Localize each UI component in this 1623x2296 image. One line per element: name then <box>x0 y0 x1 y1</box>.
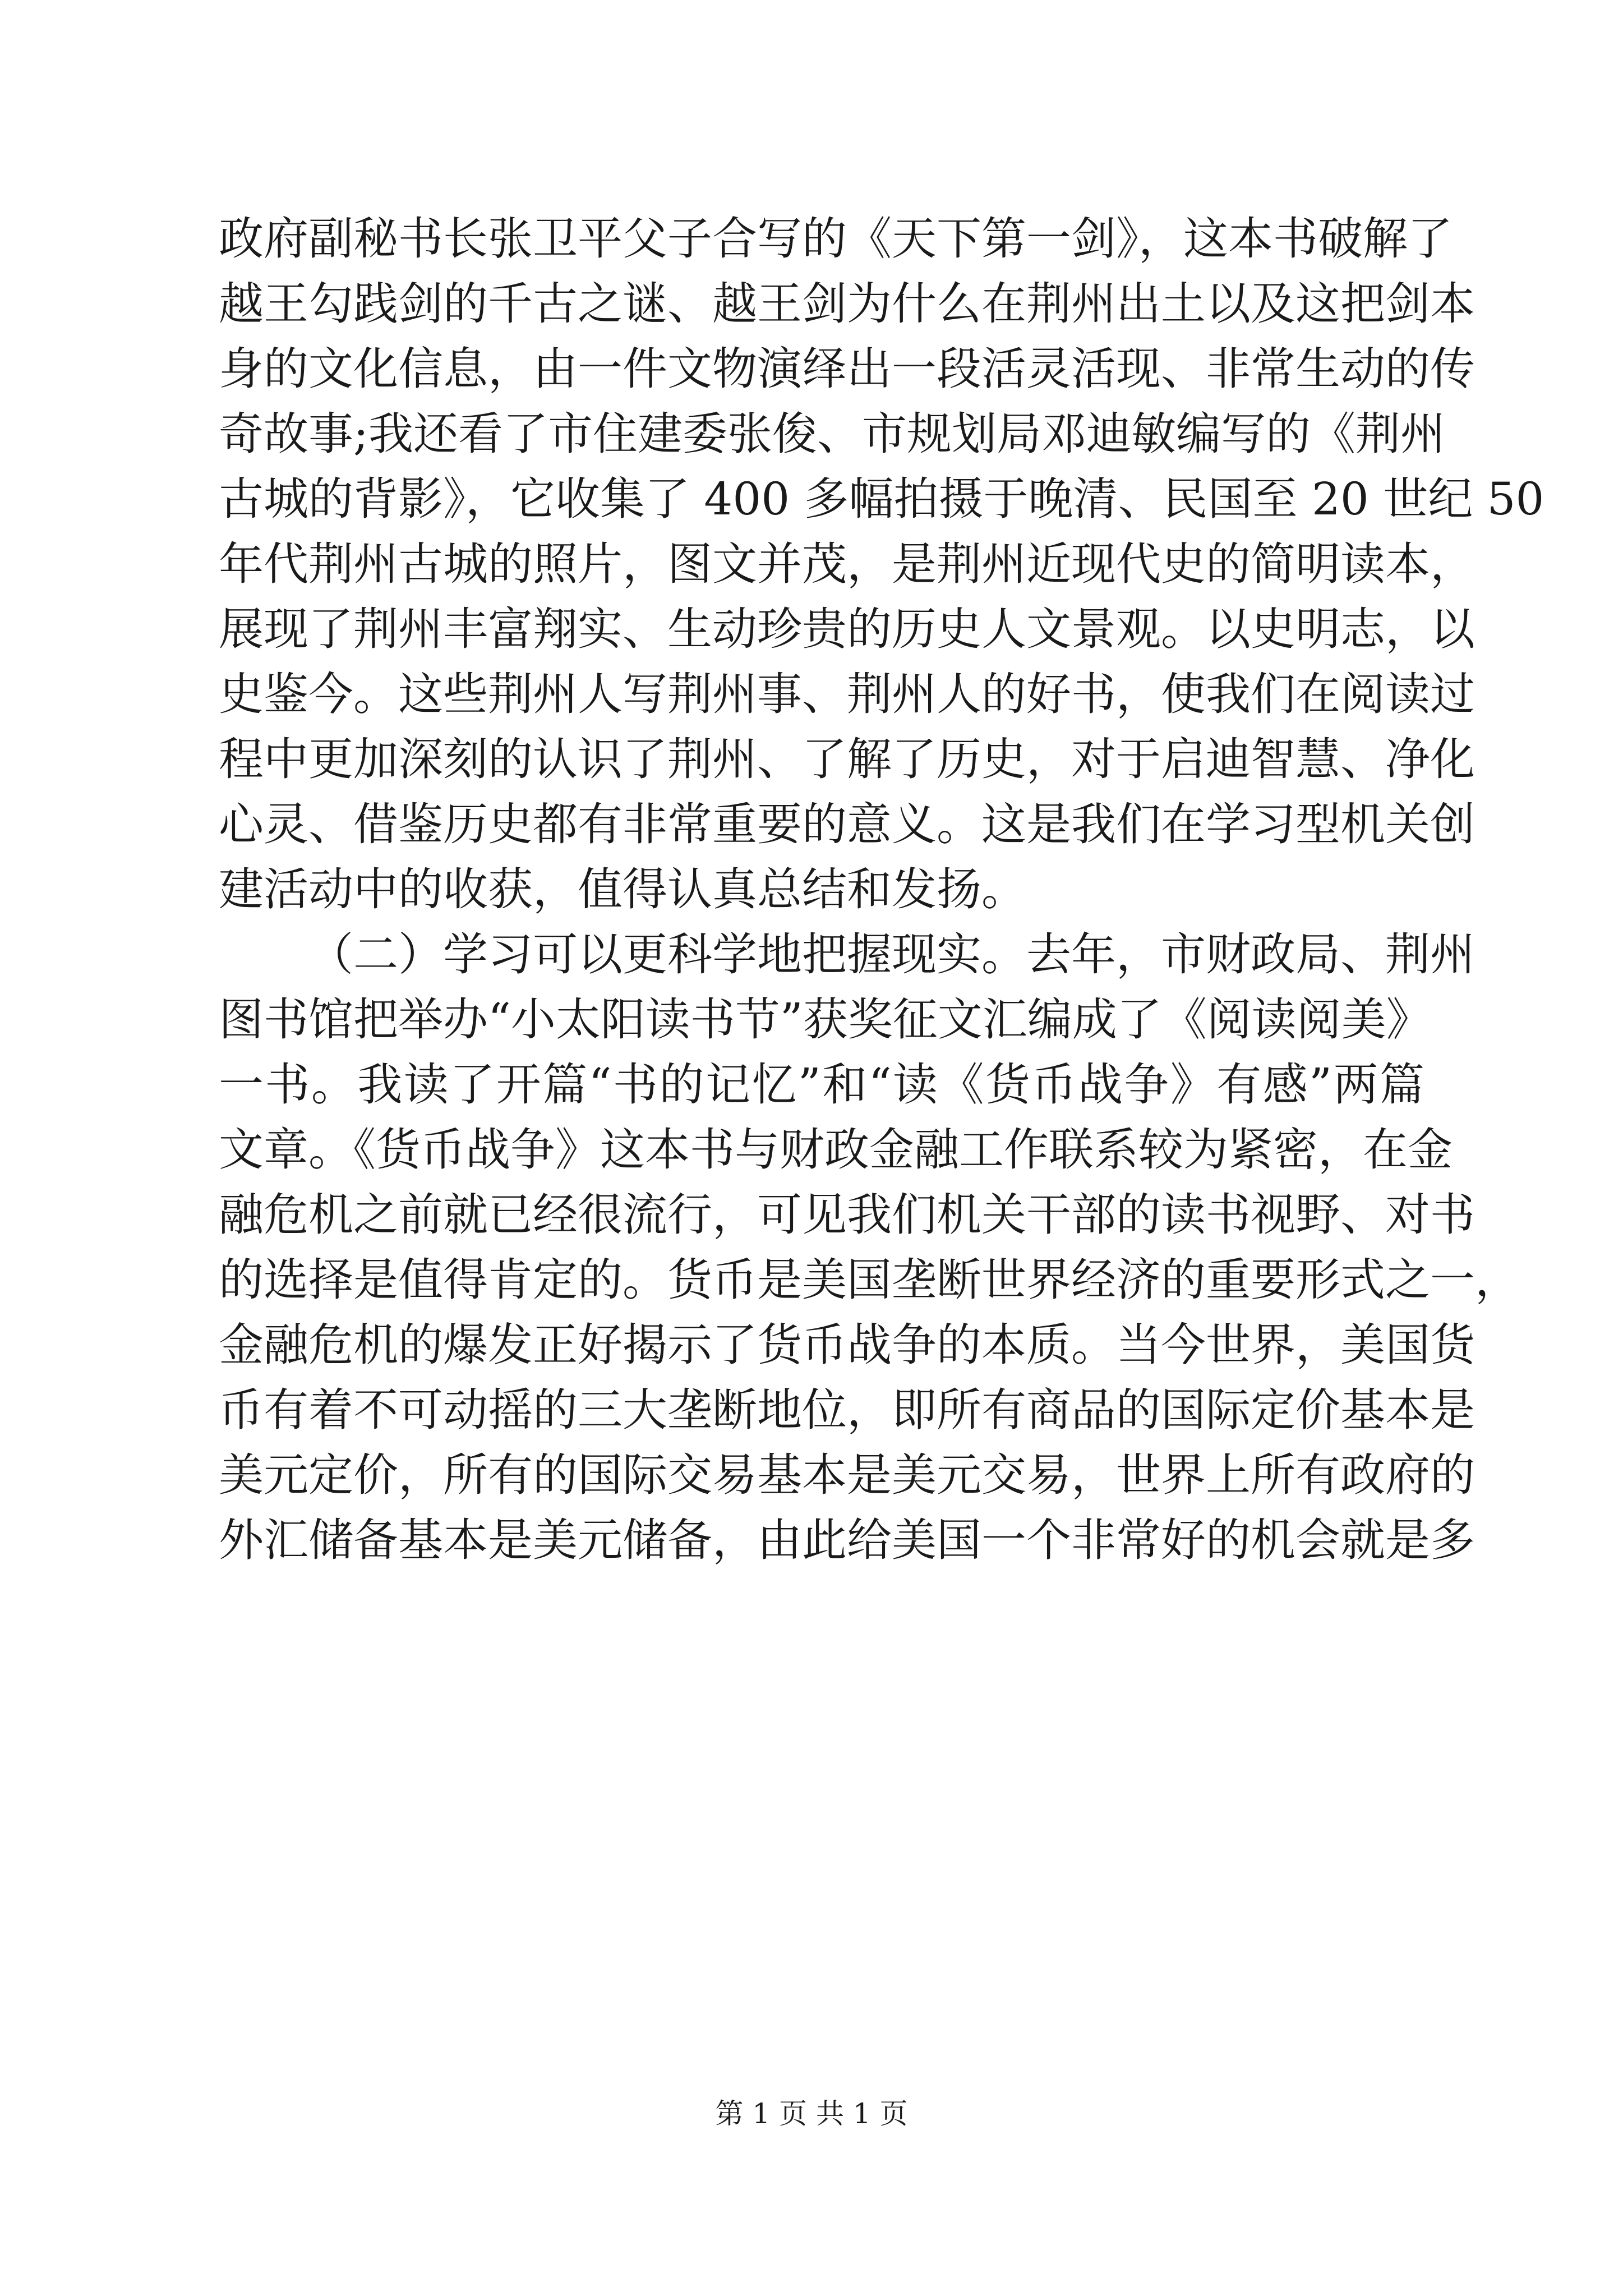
text-line: 史鉴今。这些荆州人写荆州事、荆州人的好书，使我们在阅读过 <box>219 668 1475 720</box>
text-line: 的选择是值得肯定的。货币是美国垄断世界经济的重要形式之一， <box>219 1254 1520 1306</box>
text-line: 币有着不可动摇的三大垄断地位，即所有商品的国际定价基本是 <box>219 1384 1475 1436</box>
text-line: 越王勾践剑的千古之谜、越王剑为什么在荆州出土以及这把剑本 <box>219 278 1475 330</box>
text-line: 年代荆州古城的照片，图文并茂，是荆州近现代史的简明读本， <box>219 538 1475 590</box>
text-line: 古城的背影》，它收集了 400 多幅拍摄于晚清、民国至 20 世纪 50 <box>219 473 1544 525</box>
text-line: 建活动中的收获，值得认真总结和发扬。 <box>219 863 1026 915</box>
text-line: 奇故事;我还看了市住建委张俊、市规划局邓迪敏编写的《荆州 <box>219 408 1445 460</box>
text-line: 融危机之前就已经很流行，可见我们机关干部的读书视野、对书 <box>219 1189 1475 1241</box>
text-line: 程中更加深刻的认识了荆州、了解了历史，对于启迪智慧、净化 <box>219 733 1475 785</box>
text-line: 金融危机的爆发正好揭示了货币战争的本质。当今世界，美国货 <box>219 1319 1475 1371</box>
text-line: 心灵、借鉴历史都有非常重要的意义。这是我们在学习型机关创 <box>219 798 1475 850</box>
document-body <box>219 206 1544 1573</box>
text-line: 政府副秘书长张卫平父子合写的《天下第一剑》，这本书破解了 <box>219 213 1453 265</box>
text-line: 图书馆把举办“小太阳读书节”获奖征文汇编成了《阅读阅美》 <box>219 993 1431 1046</box>
page-footer: 第 1 页 共 1 页 <box>715 2097 908 2130</box>
text-line: 身的文化信息，由一件文物演绎出一段活灵活现、非常生动的传 <box>219 343 1475 395</box>
text-line: 美元定价，所有的国际交易基本是美元交易，世界上所有政府的 <box>219 1449 1475 1501</box>
paragraph-first-line: （二）学习可以更科学地把握现实。去年，市财政局、荆州 <box>308 928 1475 981</box>
text-line: 展现了荆州丰富翔实、生动珍贵的历史人文景观。以史明志，以 <box>219 603 1475 655</box>
text-line: 文章。《货币战争》这本书与财政金融工作联系较为紧密，在金 <box>219 1124 1453 1176</box>
text-line: 一书。我读了开篇“书的记忆”和“读《货币战争》有感”两篇 <box>219 1059 1424 1111</box>
text-line: 外汇储备基本是美元储备，由此给美国一个非常好的机会就是多 <box>219 1514 1475 1566</box>
